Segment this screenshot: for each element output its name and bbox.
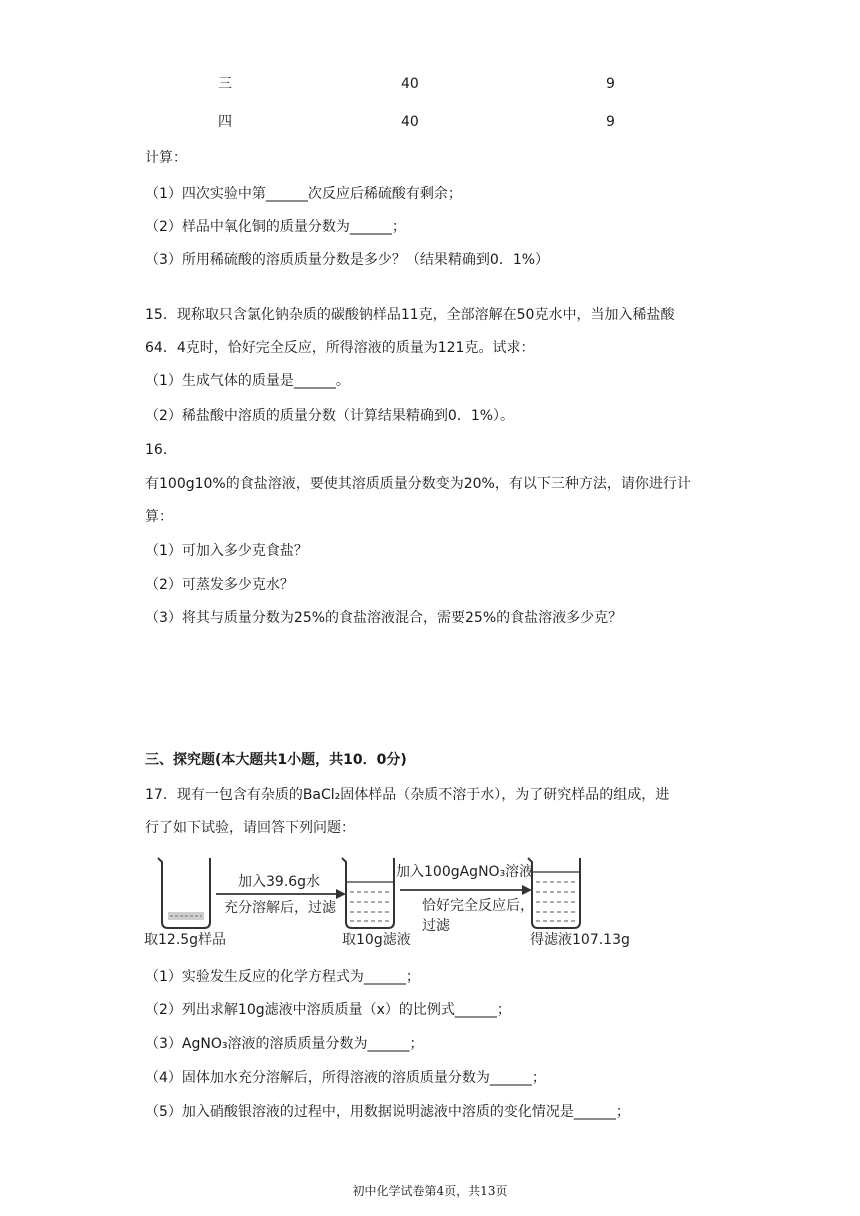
beaker-3 [528,858,580,928]
q16-stem-line2: 算： [145,509,173,525]
beaker-1 [158,858,210,928]
page-footer: 初中化学试卷第4页，共13页 [352,1184,508,1198]
beaker-3-label: 得滤液107.13g [530,932,630,948]
q16-part1: （1）可加入多少克食盐？ [145,543,308,559]
q15-part2: （2）稀盐酸中溶质的质量分数（计算结果精确到0．1%）。 [145,408,515,424]
beaker-2 [342,858,394,928]
q17-stem-line1: 17．现有一包含有杂质的BaCl₂固体样品（杂质不溶于水），为了研究样品的组成，进 [145,787,670,803]
q14-part2: （2）样品中氧化铜的质量分数为______； [145,219,406,235]
q17-part2: （2）列出求解10g滤液中溶质质量（x）的比例式______； [145,1002,511,1018]
experiment-diagram [140,848,660,952]
q17-part5: （5）加入硝酸银溶液的过程中，用数据说明滤液中溶质的变化情况是______； [145,1104,630,1120]
table-cell-trial: 三 [218,76,232,92]
table-cell-acid: 40 [401,76,419,92]
table-cell-trial: 四 [218,114,232,130]
q15-part1: （1）生成气体的质量是______。 [145,373,350,389]
table-cell-mass: 9 [606,76,615,92]
section-heading: 三、探究题(本大题共1小题，共10．0分) [145,752,407,768]
arrow-1 [216,889,346,899]
step2-bottom-label-2: 过滤 [422,918,450,934]
q14-part3: （3）所用稀硫酸的溶质质量分数是多少？（结果精确到0．1%） [145,252,550,268]
beaker-1-label: 取12.5g样品 [144,932,227,948]
q15-stem-line1: 15．现称取只含氯化钠杂质的碳酸钠样品11克，全部溶解在50克水中，当加入稀盐酸 [145,307,675,323]
q14-part1: （1）四次实验中第______次反应后稀硫酸有剩余； [145,186,462,202]
table-cell-acid: 40 [401,114,419,130]
step1-bottom-label: 充分溶解后，过滤 [224,900,336,916]
step2-top-label: 加入100gAgNO₃溶液 [396,864,534,880]
q17-stem-line2: 行了如下试验，请回答下列问题： [145,820,355,836]
q16-stem-line1: 有100g10%的食盐溶液，要使其溶质质量分数变为20%，有以下三种方法，请你进行计 [145,476,691,492]
q14-calc-label: 计算： [145,150,187,166]
step1-top-label: 加入39.6g水 [238,874,321,890]
q16-number: 16． [145,442,177,458]
beaker-2-label: 取10g滤液 [342,932,411,948]
table-cell-mass: 9 [606,114,615,130]
q16-part2: （2）可蒸发多少克水？ [145,577,294,593]
q16-part3: （3）将其与质量分数为25%的食盐溶液混合，需要25%的食盐溶液多少克？ [145,610,623,626]
step2-bottom-label-1: 恰好完全反应后， [422,898,534,914]
q17-part1: （1）实验发生反应的化学方程式为______； [145,969,420,985]
arrow-2 [400,885,532,895]
q17-part3: （3）AgNO₃溶液的溶质质量分数为______； [145,1036,424,1052]
q17-part4: （4）固体加水充分溶解后，所得溶液的溶质质量分数为______； [145,1070,546,1086]
q15-stem-line2: 64．4克时，恰好完全反应，所得溶液的质量为121克。试求： [145,340,535,356]
